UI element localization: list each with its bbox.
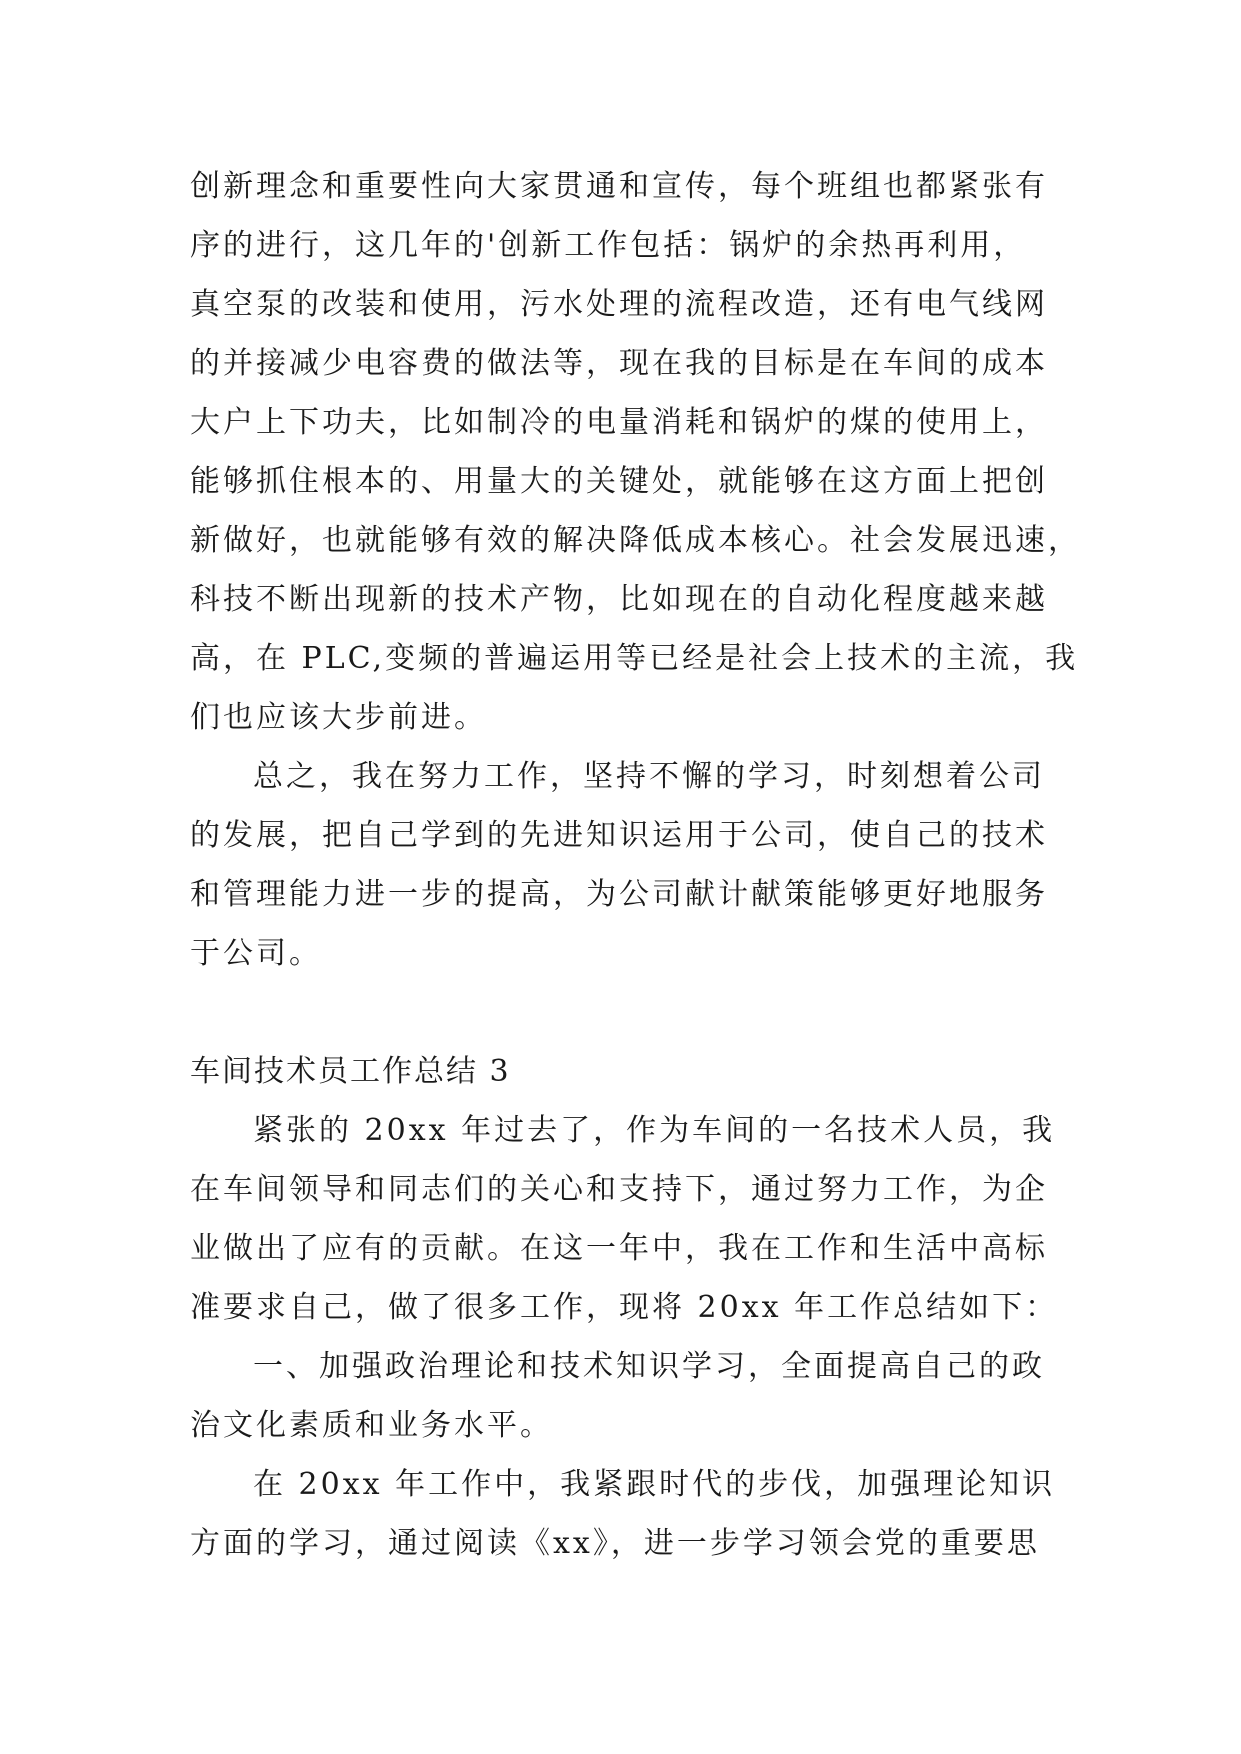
text-line: 能够抓住根本的、用量大的关键处，就能够在这方面上把创 (190, 464, 1048, 499)
text-line: 在 20xx 年工作中，我紧跟时代的步伐，加强理论知识 (253, 1467, 1056, 1502)
text-line: 在车间领导和同志们的关心和支持下，通过努力工作，为企 (190, 1172, 1048, 1207)
text-line: 于公司。 (190, 936, 322, 971)
text-line: 高，在 PLC,变频的普遍运用等已经是社会上技术的主流，我 (190, 641, 1079, 676)
text-line: 和管理能力进一步的提高，为公司献计献策能够更好地服务 (190, 877, 1048, 912)
text-line: 治文化素质和业务水平。 (190, 1408, 553, 1443)
section-title: 车间技术员工作总结 3 (190, 1054, 511, 1089)
paragraph-summary (190, 747, 1070, 983)
text-line: 的发展，把自己学到的先进知识运用于公司，使自己的技术 (190, 818, 1048, 853)
paragraph-innovation (190, 157, 1081, 747)
paragraph-study (190, 1455, 1070, 1573)
document-body (190, 157, 1081, 1573)
text-line: 的并接减少电容费的做法等，现在我的目标是在车间的成本 (190, 346, 1048, 381)
paragraph-gap (190, 983, 1070, 1042)
text-line: 科技不断出现新的技术产物，比如现在的自动化程度越来越 (190, 582, 1048, 617)
text-line: 大户上下功夫，比如制冷的电量消耗和锅炉的煤的使用上， (190, 405, 1048, 440)
text-line: 业做出了应有的贡献。在这一年中，我在工作和生活中高标 (190, 1231, 1048, 1266)
text-line: 序的进行，这几年的'创新工作包括：锅炉的余热再利用， (190, 228, 1027, 263)
text-line: 创新理念和重要性向大家贯通和宣传，每个班组也都紧张有 (190, 169, 1048, 204)
paragraph-point-one (190, 1337, 1070, 1455)
text-line: 紧张的 20xx 年过去了，作为车间的一名技术人员，我 (253, 1113, 1056, 1148)
text-line: 一、加强政治理论和技术知识学习，全面提高自己的政 (253, 1349, 1045, 1384)
text-line: 准要求自己，做了很多工作，现将 20xx 年工作总结如下： (190, 1290, 1059, 1325)
paragraph-year-review (190, 1101, 1070, 1337)
text-line: 新做好，也就能够有效的解决降低成本核心。社会发展迅速， (190, 523, 1081, 558)
text-line: 们也应该大步前进。 (190, 700, 487, 735)
text-line: 真空泵的改装和使用，污水处理的流程改造，还有电气线网 (190, 287, 1048, 322)
text-line: 总之，我在努力工作，坚持不懈的学习，时刻想着公司 (253, 759, 1045, 794)
text-line: 方面的学习，通过阅读《xx》，进一步学习领会党的重要思 (190, 1526, 1040, 1561)
